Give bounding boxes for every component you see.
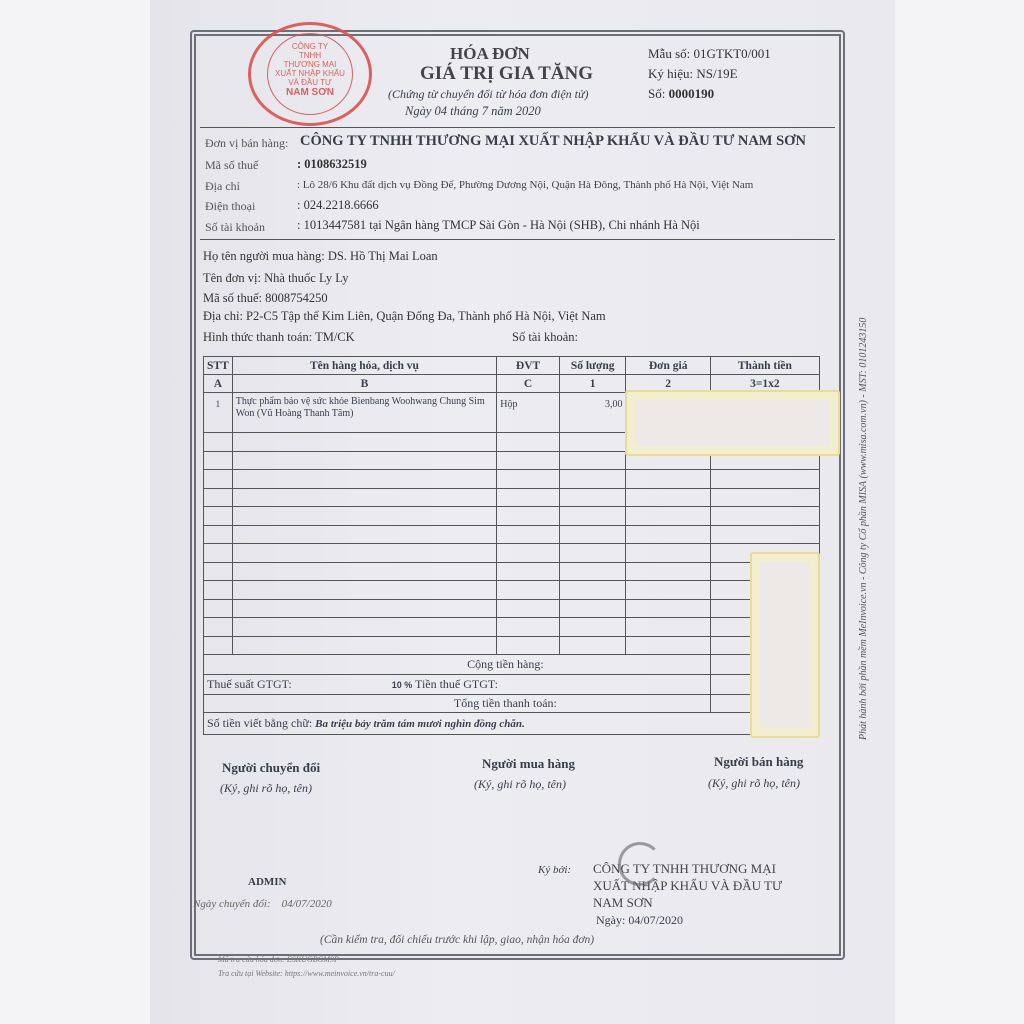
empty-table-row: [204, 544, 820, 563]
buyer-tax: Mã số thuế: 8008754250: [203, 291, 328, 305]
table-header-row: STT Tên hàng hóa, dịch vụ ĐVT Số lượng Đơn giá Thành tiền: [204, 357, 820, 375]
invoice-title-2: GIÁ TRỊ GIA TĂNG: [420, 63, 593, 84]
sign-date: Ngày: 04/07/2020: [596, 913, 683, 927]
empty-table-row: [204, 470, 820, 489]
signature-check-icon: [618, 842, 662, 886]
invoice-number-row: Số: 0000190: [648, 86, 715, 101]
seller-phone-label: Điện thoại: [205, 199, 256, 213]
signer-hint: (Ký, ghi rõ họ, tên): [474, 777, 566, 791]
seller-tax-label: Mã số thuế: [205, 158, 259, 172]
empty-table-row: [204, 525, 820, 544]
redaction-sticker: [750, 552, 820, 738]
total-label: Tổng tiền thanh toán:: [204, 695, 711, 713]
empty-table-row: [204, 636, 820, 655]
publisher-note: Phát hành bởi phần mềm MeInvoice.vn - Công ty Cổ phần MISA (www.misa.com.vn) - MST: 0101243150: [858, 317, 869, 740]
signer-seller: Người bán hàng: [714, 754, 804, 769]
seller-name: CÔNG TY TNHH THƯƠNG MẠI XUẤT NHẬP KHẨU VÀ ĐẦU TƯ NAM SƠN: [300, 133, 806, 149]
redaction-sticker: [625, 390, 840, 456]
seller-address: : Lô 28/6 Khu đất dịch vụ Đồng Đế, Phường Dương Nội, Quận Hà Đông, Thành phố Hà Nội, Việt Nam: [297, 179, 754, 191]
company-seal: CÔNG TY TNHH THƯƠNG MẠI XUẤT NHẬP KHẨU VÀ ĐẦU TƯ NAM SƠN: [248, 22, 372, 126]
empty-table-row: [204, 488, 820, 507]
seller-account-label: Số tài khoản: [205, 220, 265, 234]
signer-buyer: Người mua hàng: [482, 756, 576, 771]
check-note: (Cần kiểm tra, đối chiếu trước khi lập, giao, nhận hóa đơn): [320, 934, 595, 946]
buyer-address: Địa chỉ: P2-C5 Tập thể Kim Liên, Quận Đống Đa, Thành phố Hà Nội, Việt Nam: [203, 309, 606, 323]
payment-method: Hình thức thanh toán: TM/CK: [203, 330, 355, 344]
conversion-date: Ngày chuyển đổi: 04/07/2020: [193, 898, 332, 910]
empty-table-row: [204, 581, 820, 600]
buyer-name: Họ tên người mua hàng: DS. Hồ Thị Mai Loan: [203, 249, 438, 263]
seller-tax: : 0108632519: [297, 157, 367, 171]
empty-table-row: [204, 599, 820, 618]
subtotal-label: Cộng tiền hàng:: [204, 655, 711, 675]
empty-table-row: [204, 618, 820, 637]
table-row: 1 Thực phẩm bảo vệ sức khỏe Bienbang Woohwang Chung Sim Won (Vũ Hoàng Thanh Tâm) Hộp 3,00: [204, 393, 820, 433]
seller-name-label: Đơn vị bán hàng:: [205, 136, 289, 150]
buyer-unit: Tên đơn vị: Nhà thuốc Ly Ly: [203, 271, 349, 285]
lookup-website[interactable]: Tra cứu tại Website: https://www.meinvoice.vn/tra-cuu/: [218, 969, 395, 978]
buyer-account: Số tài khoản:: [512, 330, 578, 344]
signer-hint: (Ký, ghi rõ họ, tên): [708, 776, 800, 790]
form-number: Mẫu số: 01GTKT0/001: [648, 46, 771, 61]
invoice-subtitle: (Chứng từ chuyển đổi từ hóa đơn điện tử): [388, 87, 589, 101]
empty-table-row: [204, 562, 820, 581]
signed-by-label: Ký bởi:: [538, 864, 572, 876]
table-code-row: A B C 1 2 3=1x2: [204, 375, 820, 393]
seller-addr-label: Địa chỉ: [205, 179, 240, 193]
vat-row: Thuế suất GTGT: 10 % Tiền thuế GTGT:: [204, 675, 711, 695]
signer-hint: (Ký, ghi rõ họ, tên): [220, 781, 312, 795]
converter-name: ADMIN: [248, 876, 287, 888]
invoice-date: Ngày 04 tháng 7 năm 2020: [405, 104, 541, 118]
signed-by: CÔNG TY TNHH THƯƠNG MẠI XUẤT NHẬP KHẨU VÀ ĐẦU TƯ NAM SƠN: [593, 861, 783, 910]
invoice-symbol: Ký hiệu: NS/19E: [648, 66, 738, 81]
seller-account: : 1013447581 tại Ngân hàng TMCP Sài Gòn - Hà Nội (SHB), Chi nhánh Hà Nội: [297, 218, 700, 232]
seller-phone: : 024.2218.6666: [297, 198, 379, 212]
signer-converter: Người chuyển đổi: [222, 760, 321, 775]
amount-in-words: Số tiền viết bằng chữ: Ba triệu bảy trăm tám mươi nghìn đồng chẵn.: [204, 713, 820, 735]
lookup-code: Mã tra cứu hóa đơn: ESKUGBGM9P: [218, 955, 339, 964]
empty-table-row: [204, 507, 820, 526]
invoice-title: HÓA ĐƠN: [450, 44, 530, 63]
